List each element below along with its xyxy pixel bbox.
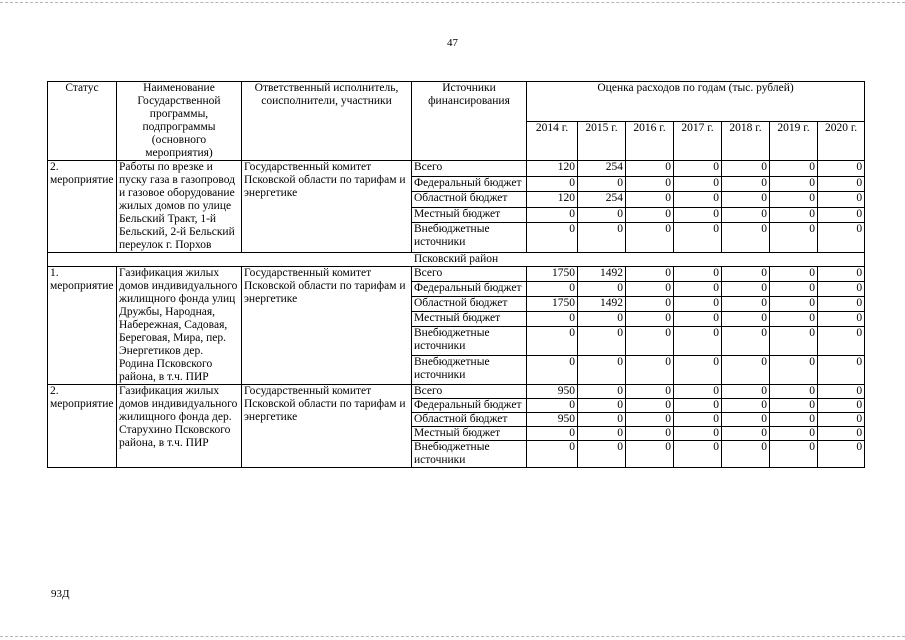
value-cell: 0 — [626, 192, 674, 208]
source-cell: Всего — [412, 161, 527, 177]
source-cell: Федеральный бюджет — [412, 176, 527, 192]
value-cell: 120 — [527, 192, 578, 208]
source-cell: Всего — [412, 267, 527, 282]
value-cell: 0 — [578, 223, 626, 253]
header-year: 2017 г. — [674, 121, 722, 161]
header-year: 2020 г. — [818, 121, 865, 161]
table-row — [48, 267, 865, 282]
value-cell: 0 — [770, 312, 818, 327]
value-cell: 0 — [674, 207, 722, 223]
source-cell: Всего — [412, 385, 527, 399]
value-cell: 0 — [674, 267, 722, 282]
responsible-cell: Государственный комитет Псковской области по тарифам и энергетике — [242, 267, 412, 385]
value-cell: 0 — [818, 399, 865, 413]
status-cell: 2. мероприятие — [48, 385, 117, 468]
header-year: 2019 г. — [770, 121, 818, 161]
source-cell: Федеральный бюджет — [412, 282, 527, 297]
value-cell: 0 — [722, 441, 770, 468]
header-year: 2018 г. — [722, 121, 770, 161]
header-year: 2016 г. — [626, 121, 674, 161]
value-cell: 0 — [674, 399, 722, 413]
value-cell: 0 — [722, 267, 770, 282]
table-body — [48, 161, 865, 468]
value-cell: 0 — [770, 207, 818, 223]
value-cell: 0 — [722, 161, 770, 177]
source-cell: Областной бюджет — [412, 297, 527, 312]
value-cell: 0 — [578, 385, 626, 399]
value-cell: 0 — [770, 297, 818, 312]
header-year: 2015 г. — [578, 121, 626, 161]
responsible-cell: Государственный комитет Псковской области по тарифам и энергетике — [242, 161, 412, 253]
section-title: Псковский район — [48, 253, 865, 267]
value-cell: 0 — [722, 427, 770, 441]
value-cell: 0 — [770, 267, 818, 282]
value-cell: 0 — [722, 356, 770, 385]
value-cell: 0 — [818, 427, 865, 441]
value-cell: 0 — [626, 161, 674, 177]
value-cell: 0 — [674, 223, 722, 253]
source-cell: Внебюджетные источники — [412, 327, 527, 356]
value-cell: 120 — [527, 161, 578, 177]
value-cell: 0 — [722, 223, 770, 253]
header-sources: Источники финансирования — [412, 82, 527, 161]
value-cell: 0 — [578, 356, 626, 385]
value-cell: 0 — [674, 312, 722, 327]
section-row — [48, 253, 865, 267]
responsible-cell: Государственный комитет Псковской области по тарифам и энергетике — [242, 385, 412, 468]
value-cell: 0 — [722, 207, 770, 223]
value-cell: 0 — [818, 441, 865, 468]
value-cell: 0 — [770, 192, 818, 208]
value-cell: 0 — [818, 176, 865, 192]
value-cell: 0 — [674, 327, 722, 356]
footer-code: 93Д — [51, 588, 70, 600]
value-cell: 0 — [626, 327, 674, 356]
source-cell: Местный бюджет — [412, 207, 527, 223]
value-cell: 0 — [722, 192, 770, 208]
value-cell: 0 — [770, 441, 818, 468]
value-cell: 0 — [527, 207, 578, 223]
value-cell: 0 — [674, 356, 722, 385]
source-cell: Местный бюджет — [412, 427, 527, 441]
value-cell: 0 — [626, 312, 674, 327]
value-cell: 0 — [818, 192, 865, 208]
value-cell: 0 — [578, 399, 626, 413]
value-cell: 0 — [527, 327, 578, 356]
value-cell: 0 — [770, 399, 818, 413]
value-cell: 0 — [626, 267, 674, 282]
source-cell: Внебюджетные источники — [412, 441, 527, 468]
value-cell: 0 — [818, 327, 865, 356]
value-cell: 0 — [722, 385, 770, 399]
source-cell: Областной бюджет — [412, 192, 527, 208]
value-cell: 254 — [578, 192, 626, 208]
value-cell: 0 — [527, 356, 578, 385]
value-cell: 0 — [674, 441, 722, 468]
value-cell: 0 — [770, 282, 818, 297]
value-cell: 0 — [626, 207, 674, 223]
header-cost-estimate: Оценка расходов по годам (тыс. рублей) — [527, 82, 865, 122]
header-responsible: Ответственный исполнитель, соисполнители, участники — [242, 82, 412, 161]
source-cell: Местный бюджет — [412, 312, 527, 327]
value-cell: 0 — [626, 427, 674, 441]
source-cell: Областной бюджет — [412, 413, 527, 427]
value-cell: 0 — [626, 282, 674, 297]
value-cell: 0 — [674, 385, 722, 399]
value-cell: 950 — [527, 413, 578, 427]
value-cell: 254 — [578, 161, 626, 177]
value-cell: 0 — [722, 176, 770, 192]
value-cell: 0 — [818, 223, 865, 253]
table-header — [48, 82, 865, 161]
value-cell: 0 — [626, 385, 674, 399]
value-cell: 1492 — [578, 267, 626, 282]
value-cell: 0 — [818, 282, 865, 297]
value-cell: 0 — [770, 161, 818, 177]
program-name-cell: Газификация жилых домов индивидуального жилищного фонда улиц Дружбы, Народная, Набережная, Садовая, Береговая, Мира, пер. Энергетиков дер. Родина Псковского района, в т.ч. ПИР — [117, 267, 242, 385]
program-name-cell: Газификация жилых домов индивидуального жилищного фонда дер. Старухино Псковского района, в т.ч. ПИР — [117, 385, 242, 468]
value-cell: 0 — [527, 312, 578, 327]
value-cell: 0 — [818, 267, 865, 282]
value-cell: 0 — [626, 223, 674, 253]
value-cell: 0 — [527, 282, 578, 297]
value-cell: 0 — [722, 399, 770, 413]
value-cell: 1750 — [527, 267, 578, 282]
value-cell: 0 — [527, 427, 578, 441]
header-program-name: Наименование Государственной программы, подпрограммы (основного мероприятия) — [117, 82, 242, 161]
budget-table — [47, 81, 865, 468]
value-cell: 0 — [578, 427, 626, 441]
value-cell: 0 — [674, 192, 722, 208]
value-cell: 0 — [722, 312, 770, 327]
value-cell: 0 — [770, 223, 818, 253]
table-row — [48, 385, 865, 399]
value-cell: 0 — [674, 161, 722, 177]
value-cell: 0 — [818, 413, 865, 427]
status-cell: 1. мероприятие — [48, 267, 117, 385]
value-cell: 1750 — [527, 297, 578, 312]
value-cell: 0 — [626, 176, 674, 192]
value-cell: 0 — [578, 282, 626, 297]
value-cell: 1492 — [578, 297, 626, 312]
value-cell: 0 — [722, 297, 770, 312]
table-row — [48, 161, 865, 177]
value-cell: 0 — [527, 176, 578, 192]
value-cell: 0 — [578, 176, 626, 192]
value-cell: 0 — [818, 161, 865, 177]
value-cell: 0 — [674, 413, 722, 427]
value-cell: 0 — [626, 356, 674, 385]
value-cell: 0 — [674, 427, 722, 441]
value-cell: 0 — [578, 312, 626, 327]
value-cell: 0 — [770, 356, 818, 385]
value-cell: 0 — [578, 441, 626, 468]
source-cell: Внебюджетные источники — [412, 223, 527, 253]
value-cell: 0 — [818, 385, 865, 399]
source-cell: Внебюджетные источники — [412, 356, 527, 385]
value-cell: 0 — [527, 223, 578, 253]
value-cell: 0 — [722, 282, 770, 297]
page-top-edge — [0, 2, 905, 3]
value-cell: 0 — [578, 327, 626, 356]
value-cell: 0 — [770, 385, 818, 399]
value-cell: 0 — [578, 413, 626, 427]
value-cell: 0 — [722, 413, 770, 427]
value-cell: 0 — [527, 399, 578, 413]
value-cell: 0 — [818, 207, 865, 223]
value-cell: 0 — [770, 176, 818, 192]
value-cell: 0 — [626, 413, 674, 427]
status-cell: 2. мероприятие — [48, 161, 117, 253]
value-cell: 0 — [818, 312, 865, 327]
value-cell: 0 — [674, 176, 722, 192]
value-cell: 0 — [626, 441, 674, 468]
page-bottom-edge — [0, 636, 905, 637]
value-cell: 0 — [527, 441, 578, 468]
value-cell: 0 — [674, 297, 722, 312]
header-year: 2014 г. — [527, 121, 578, 161]
value-cell: 0 — [818, 356, 865, 385]
header-status: Статус — [48, 82, 117, 161]
value-cell: 0 — [770, 413, 818, 427]
value-cell: 950 — [527, 385, 578, 399]
value-cell: 0 — [578, 207, 626, 223]
value-cell: 0 — [770, 327, 818, 356]
value-cell: 0 — [770, 427, 818, 441]
value-cell: 0 — [674, 282, 722, 297]
value-cell: 0 — [722, 327, 770, 356]
program-name-cell: Работы по врезке и пуску газа в газопровод и газовое оборудование жилых домов по улице Бельский Тракт, 1-й Бельский, 2-й Бельский переулок г. Порхов — [117, 161, 242, 253]
value-cell: 0 — [626, 399, 674, 413]
source-cell: Федеральный бюджет — [412, 399, 527, 413]
value-cell: 0 — [626, 297, 674, 312]
page-number: 47 — [447, 37, 458, 49]
value-cell: 0 — [818, 297, 865, 312]
